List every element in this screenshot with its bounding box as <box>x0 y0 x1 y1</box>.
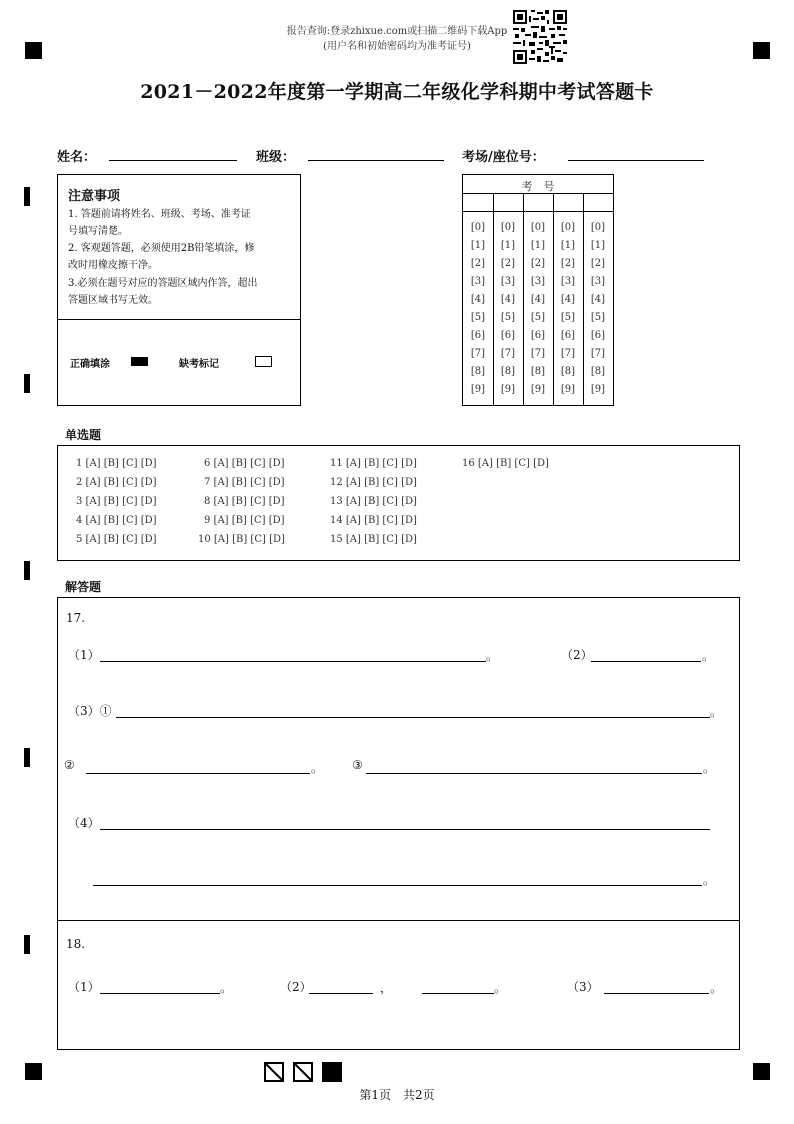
choice-item-8[interactable]: 8 [A] [B] [C] [D] <box>204 496 285 507</box>
question-divider <box>58 920 739 921</box>
seat-label: 考场/座位号： <box>462 150 545 165</box>
answers-title: 解答题 <box>65 580 102 594</box>
notice-line: 2. 客观题答题，必须使用2B铅笔填涂，修 <box>68 243 255 254</box>
q18-part3-answer[interactable] <box>604 993 709 994</box>
grid-divider <box>463 211 613 212</box>
single-choice-box <box>57 445 740 561</box>
digit-bubble[interactable]: [9] <box>470 384 486 395</box>
notice-divider <box>58 319 300 320</box>
period: 。 <box>311 761 324 775</box>
digit-bubble[interactable]: [7] <box>500 348 516 359</box>
choice-item-9[interactable]: 9 [A] [B] [C] [D] <box>204 515 285 526</box>
choice-item-7[interactable]: 7 [A] [B] [C] [D] <box>204 477 285 488</box>
digit-bubble[interactable]: [8] <box>530 366 546 377</box>
correct-fill-label: 正确填涂 <box>70 359 110 370</box>
digit-bubble[interactable]: [1] <box>500 240 516 251</box>
grid-divider <box>463 193 613 194</box>
q17-part1-answer[interactable] <box>100 661 486 662</box>
digit-bubble[interactable]: [6] <box>590 330 606 341</box>
grid-column-line <box>583 193 584 405</box>
class-label: 班级： <box>256 150 296 165</box>
notice-line: 3.必须在题号对应的答题区域内作答，超出 <box>68 278 258 289</box>
absent-mark-box[interactable] <box>255 356 272 367</box>
name-field[interactable] <box>109 160 237 161</box>
digit-bubble[interactable]: [4] <box>500 294 516 305</box>
digit-bubble[interactable]: [8] <box>560 366 576 377</box>
class-field[interactable] <box>308 160 444 161</box>
choice-item-13[interactable]: 13 [A] [B] [C] [D] <box>330 496 417 507</box>
exam-number-header: 考 号 <box>521 180 555 193</box>
digit-bubble[interactable]: [3] <box>560 276 576 287</box>
q17-part1-label: （1） <box>68 648 100 662</box>
digit-bubble[interactable]: [0] <box>500 222 516 233</box>
digit-bubble[interactable]: [2] <box>470 258 486 269</box>
q17-part4-answer-1[interactable] <box>100 829 710 830</box>
period: 。 <box>703 873 716 887</box>
digit-bubble[interactable]: [7] <box>530 348 546 359</box>
q18-part2-label: （2） <box>280 980 312 994</box>
choice-item-12[interactable]: 12 [A] [B] [C] [D] <box>330 477 417 488</box>
digit-bubble[interactable]: [2] <box>530 258 546 269</box>
q17-part4-answer-2[interactable] <box>93 885 702 886</box>
period: 。 <box>494 981 507 995</box>
choice-item-1[interactable]: 1 [A] [B] [C] [D] <box>76 458 157 469</box>
page-number: 第1页 共2页 <box>359 1088 435 1102</box>
digit-bubble[interactable]: [3] <box>590 276 606 287</box>
period: 。 <box>486 649 499 663</box>
q17-part2-answer[interactable] <box>591 661 701 662</box>
report-query-text: 报告查询:登录zhixue.com或扫描二维码下载App <box>286 26 508 37</box>
single-choice-title: 单选题 <box>65 428 102 442</box>
choice-item-5[interactable]: 5 [A] [B] [C] [D] <box>76 534 157 545</box>
digit-bubble[interactable]: [4] <box>470 294 486 305</box>
q18-part1-label: （1） <box>68 980 100 994</box>
q18-part3-label: （3） <box>567 980 599 994</box>
digit-bubble[interactable]: [6] <box>500 330 516 341</box>
digit-bubble[interactable]: [6] <box>530 330 546 341</box>
digit-bubble[interactable]: [9] <box>530 384 546 395</box>
q17-part3-answer-3[interactable] <box>366 773 702 774</box>
digit-bubble[interactable]: [4] <box>530 294 546 305</box>
choice-item-14[interactable]: 14 [A] [B] [C] [D] <box>330 515 417 526</box>
choice-item-15[interactable]: 15 [A] [B] [C] [D] <box>330 534 417 545</box>
period: 。 <box>703 761 716 775</box>
digit-bubble[interactable]: [1] <box>530 240 546 251</box>
q17-part3-label: （3）① <box>68 704 112 718</box>
absent-mark-label: 缺考标记 <box>179 359 219 370</box>
page-title: 2021－2022年度第一学期高二年级化学科期中考试答题卡 <box>140 81 654 103</box>
digit-bubble[interactable]: [3] <box>530 276 546 287</box>
q17-part3-label-3: ③ <box>352 758 363 772</box>
choice-item-16[interactable]: 16 [A] [B] [C] [D] <box>462 458 549 469</box>
digit-bubble[interactable]: [5] <box>560 312 576 323</box>
choice-item-3[interactable]: 3 [A] [B] [C] [D] <box>76 496 157 507</box>
seat-field[interactable] <box>568 160 704 161</box>
digit-bubble[interactable]: [5] <box>530 312 546 323</box>
q18-part2-answer-1[interactable] <box>309 993 373 994</box>
notice-line: 答题区域书写无效。 <box>68 295 158 306</box>
name-label: 姓名： <box>57 150 97 165</box>
choice-item-10[interactable]: 10 [A] [B] [C] [D] <box>198 534 285 545</box>
notice-title: 注意事项 <box>68 189 121 204</box>
password-note: (用户名和初始密码均为准考证号) <box>323 41 471 52</box>
digit-bubble[interactable]: [8] <box>500 366 516 377</box>
digit-bubble[interactable]: [1] <box>560 240 576 251</box>
digit-bubble[interactable]: [9] <box>560 384 576 395</box>
digit-bubble[interactable]: [5] <box>590 312 606 323</box>
digit-bubble[interactable]: [9] <box>500 384 516 395</box>
registration-mark-bottom-left <box>25 1063 42 1080</box>
digit-bubble[interactable]: [6] <box>560 330 576 341</box>
grid-column-line <box>553 193 554 405</box>
notice-box <box>57 174 301 406</box>
q17-part3-answer-1[interactable] <box>116 717 710 718</box>
q18-part1-answer[interactable] <box>100 993 220 994</box>
q17-part3-answer-2[interactable] <box>86 773 310 774</box>
digit-bubble[interactable]: [4] <box>590 294 606 305</box>
period: 。 <box>710 705 723 719</box>
digit-bubble[interactable]: [2] <box>560 258 576 269</box>
exam-number-grid <box>462 174 614 406</box>
digit-bubble[interactable]: [1] <box>590 240 606 251</box>
digit-bubble[interactable]: [0] <box>530 222 546 233</box>
digit-bubble[interactable]: [8] <box>590 366 606 377</box>
registration-mark-bottom-right <box>753 1063 770 1080</box>
digit-bubble[interactable]: [6] <box>470 330 486 341</box>
digit-bubble[interactable]: [3] <box>470 276 486 287</box>
timing-mark <box>24 187 30 206</box>
digit-bubble[interactable]: [0] <box>560 222 576 233</box>
timing-mark <box>24 935 30 954</box>
choice-item-11[interactable]: 11 [A] [B] [C] [D] <box>330 458 417 469</box>
period: 。 <box>710 981 723 995</box>
timing-mark <box>24 748 30 767</box>
period: 。 <box>702 649 715 663</box>
digit-bubble[interactable]: [7] <box>560 348 576 359</box>
qr-code-icon[interactable] <box>513 10 567 64</box>
q17-part4-label: （4） <box>68 816 100 830</box>
digit-bubble[interactable]: [4] <box>560 294 576 305</box>
digit-bubble[interactable]: [0] <box>470 222 486 233</box>
period: 。 <box>220 981 233 995</box>
grid-column-line <box>493 193 494 405</box>
q17-part3-label-2: ② <box>64 758 75 772</box>
choice-item-2[interactable]: 2 [A] [B] [C] [D] <box>76 477 157 488</box>
q17-number: 17. <box>66 611 86 625</box>
digit-bubble[interactable]: [5] <box>500 312 516 323</box>
digit-bubble[interactable]: [0] <box>590 222 606 233</box>
grid-column-line <box>523 193 524 405</box>
digit-bubble[interactable]: [7] <box>470 348 486 359</box>
q18-part2-answer-2[interactable] <box>422 993 494 994</box>
choice-item-6[interactable]: 6 [A] [B] [C] [D] <box>204 458 285 469</box>
digit-bubble[interactable]: [2] <box>500 258 516 269</box>
digit-bubble[interactable]: [1] <box>470 240 486 251</box>
digit-bubble[interactable]: [5] <box>470 312 486 323</box>
q17-part2-label: （2） <box>561 648 593 662</box>
answers-box <box>57 597 740 1050</box>
digit-bubble[interactable]: [7] <box>590 348 606 359</box>
choice-item-4[interactable]: 4 [A] [B] [C] [D] <box>76 515 157 526</box>
filled-bubble-icon <box>131 357 148 366</box>
notice-line: 号填写清楚。 <box>68 226 128 237</box>
digit-bubble[interactable]: [2] <box>590 258 606 269</box>
page-code-marks <box>264 1062 342 1082</box>
digit-bubble[interactable]: [9] <box>590 384 606 395</box>
timing-mark <box>24 561 30 580</box>
notice-line: 改时用橡皮擦干净。 <box>68 260 158 271</box>
comma: ， <box>380 981 393 995</box>
digit-bubble[interactable]: [8] <box>470 366 486 377</box>
timing-mark <box>24 374 30 393</box>
notice-line: 1. 答题前请将姓名、班级、考场、准考证 <box>68 209 251 220</box>
digit-bubble[interactable]: [3] <box>500 276 516 287</box>
q18-number: 18. <box>66 937 86 951</box>
